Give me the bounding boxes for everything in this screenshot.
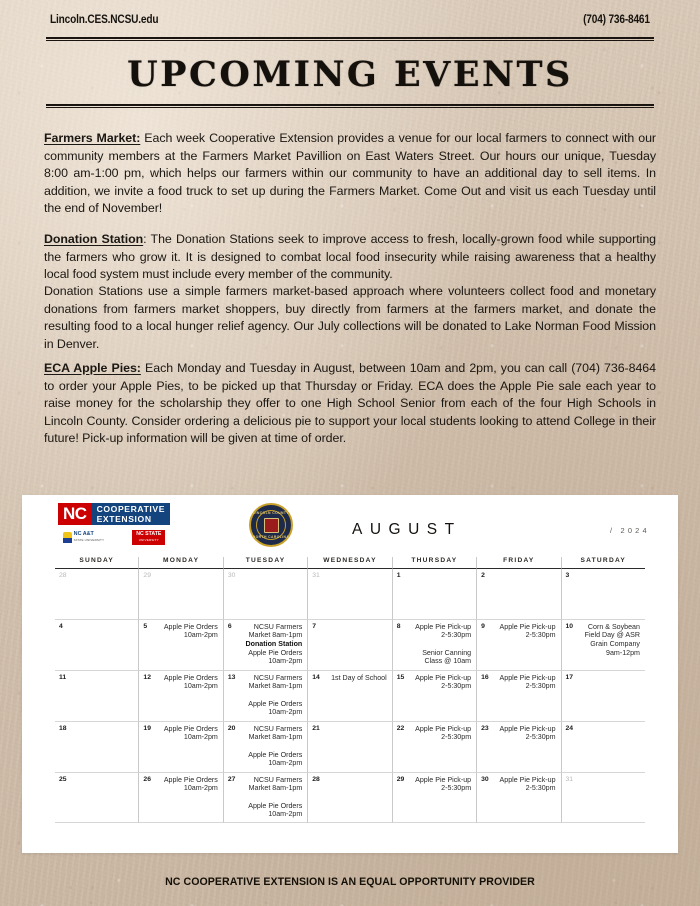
calendar-day-cell[interactable] xyxy=(476,721,560,772)
calendar-day-number: 29 xyxy=(143,572,151,579)
nc-cooperative-extension-logo xyxy=(58,503,170,545)
calendar-day-number: 24 xyxy=(565,725,574,732)
calendar-event-spacer xyxy=(239,793,302,802)
calendar-event-line: 10am-2pm xyxy=(183,733,218,742)
calendar-day-number: 3 xyxy=(565,572,570,579)
paragraph-body-eca-apple-pies: Each Monday and Tuesday in August, between 10am and 2pm, you can call (704) 736-8464 to order your Apple Pies, to be picked up that Thursday or Friday. ECA does the Apple Pie sale each year to raise money for the scholarship they offer to one High School Senior from each of the four High Schools in Lincoln County. Consider ordering a delicious pie to support your local students looking to attend College in their future! Pick-up information will be given at time of order. xyxy=(44,361,656,446)
calendar-weekday-header xyxy=(55,557,645,568)
calendar-day-cell[interactable] xyxy=(392,568,476,619)
calendar-day-events xyxy=(239,622,302,666)
calendar-day-number: 19 xyxy=(143,725,151,732)
calendar-day-number: 22 xyxy=(396,725,405,732)
calendar-event-spacer xyxy=(239,742,302,751)
calendar-day-number: 1 xyxy=(396,572,401,579)
calendar-header xyxy=(22,495,678,557)
partner-logos xyxy=(63,530,166,545)
calendar-event-line: Senior Canning xyxy=(422,648,472,657)
nc-logo-word-extension: EXTENSION xyxy=(96,513,152,524)
paragraph-lead-eca-apple-pies: ECA Apple Pies: xyxy=(44,361,141,375)
calendar-day-number: 31 xyxy=(312,572,320,579)
calendar-event-line: 9am-12pm xyxy=(606,648,640,657)
paragraph-lead-donation-station: Donation Station xyxy=(44,232,144,246)
calendar-event-line: 10am-2pm xyxy=(183,784,218,793)
calendar-day-number: 15 xyxy=(396,674,405,681)
seal-bottom-text: NORTH CAROLINA xyxy=(252,535,290,539)
calendar-day-cell[interactable] xyxy=(561,619,645,670)
header-contact-bar xyxy=(50,14,650,26)
calendar-day-events xyxy=(492,673,555,691)
calendar-day-number: 8 xyxy=(396,623,401,630)
calendar-day-cell[interactable] xyxy=(138,721,222,772)
calendar-weekday-friday: FRIDAY xyxy=(476,557,560,568)
nc-logo-mark: NC xyxy=(58,503,92,525)
calendar-day-cell[interactable] xyxy=(307,568,391,619)
paragraph-body-donation-station: : The Donation Stations seek to improve access to fresh, locally-grown food while supporting the farmers who grow it. It is designed to combat local food insecurity while raising awareness that a healthy local food system must include every member of the community. xyxy=(44,232,656,282)
calendar-week-row xyxy=(55,619,645,670)
calendar-day-number: 11 xyxy=(59,674,67,681)
calendar-event-line: Apple Pie Orders xyxy=(163,724,218,733)
calendar-day-number: 10 xyxy=(565,623,574,630)
calendar-day-events xyxy=(154,673,217,691)
calendar-day-events xyxy=(154,724,217,742)
calendar-weekday-sunday: SUNDAY xyxy=(79,557,115,564)
seal-top-text: LINCOLN COUNTY xyxy=(253,511,289,515)
calendar-day-number: 5 xyxy=(143,623,148,630)
calendar-event-line: 2-5:30pm xyxy=(441,682,472,691)
calendar-event-spacer xyxy=(408,640,471,649)
calendar-day-number: 17 xyxy=(565,674,574,681)
calendar-weekday-monday: MONDAY xyxy=(138,557,222,568)
calendar-event-spacer xyxy=(239,691,302,700)
calendar-day-number: 20 xyxy=(227,725,236,732)
calendar-day-cell[interactable] xyxy=(307,619,391,670)
calendar-day-number: 26 xyxy=(143,776,151,783)
calendar-day-number: 9 xyxy=(481,623,485,630)
calendar-day-number: 30 xyxy=(481,776,489,783)
calendar-day-events xyxy=(239,775,302,819)
calendar-week-row xyxy=(55,568,645,619)
nc-logo-lockup xyxy=(58,503,170,525)
nc-at-logo xyxy=(63,532,105,543)
calendar-day-cell[interactable] xyxy=(476,568,560,619)
calendar-card xyxy=(22,495,678,853)
calendar-week-row xyxy=(55,670,645,721)
calendar-day-events xyxy=(154,775,217,793)
calendar-event-line: Apple Pie Orders xyxy=(248,648,303,657)
calendar-day-number: 6 xyxy=(227,623,232,630)
nc-logo-wordmark xyxy=(92,503,171,525)
calendar-day-cell[interactable] xyxy=(307,670,391,721)
paragraph-body-donation-station-detail: Donation Stations use a simple farmers market-based approach where volunteers collect food and monetary donations from farmers market shoppers, buy directly from farmers at the farmers market, and donate the resulting food to a local hunger relief agency. Our July collections will be donated to Lake Norman Food Mission in Denver. xyxy=(44,284,656,351)
nc-logo-word-cooperative: COOPERATIVE xyxy=(96,504,166,515)
calendar-day-events xyxy=(239,673,302,717)
calendar-event-line: Apple Pie Pick-up xyxy=(499,673,556,682)
calendar-day-events xyxy=(154,622,217,640)
calendar-day-cell[interactable] xyxy=(138,568,222,619)
calendar-weekday-saturday: SATURDAY xyxy=(561,557,645,568)
nc-at-wordmark xyxy=(74,532,105,543)
calendar-day-cell[interactable] xyxy=(476,670,560,721)
calendar-day-number: 16 xyxy=(481,674,489,681)
calendar-event-line: Grain Company xyxy=(590,639,640,648)
calendar-event-line: Class @ 10am xyxy=(424,657,472,666)
calendar-day-events xyxy=(408,673,471,691)
calendar-event-line: Market 8am-1pm xyxy=(248,631,303,640)
calendar-week-row xyxy=(55,772,645,823)
calendar-day-cell[interactable] xyxy=(476,619,560,670)
calendar-day-number: 18 xyxy=(59,725,67,732)
calendar-day-cell[interactable] xyxy=(138,670,222,721)
calendar-day-number: 27 xyxy=(227,776,236,783)
calendar-day-cell[interactable] xyxy=(223,619,307,670)
calendar-event-line: 2-5:30pm xyxy=(525,733,556,742)
website-link[interactable]: Lincoln.CES.NCSU.edu xyxy=(50,14,159,26)
calendar-day-cell[interactable] xyxy=(561,721,645,772)
calendar-event-line: 10am-2pm xyxy=(183,682,218,691)
calendar-day-events xyxy=(408,622,471,666)
calendar-event-line: Apple Pie Pick-up xyxy=(415,673,472,682)
calendar-grid xyxy=(55,557,645,823)
calendar-event-line: Market 8am-1pm xyxy=(248,784,303,793)
calendar-event-line: Apple Pie Pick-up xyxy=(415,775,472,784)
header-divider-bottom xyxy=(46,104,654,108)
aggie-bulldog-icon xyxy=(63,532,72,543)
calendar-day-number: 21 xyxy=(312,725,320,732)
calendar-day-number: 30 xyxy=(227,572,236,579)
calendar-event-line: 2-5:30pm xyxy=(525,784,556,793)
lincoln-county-seal-icon xyxy=(249,503,293,547)
calendar-day-cell[interactable] xyxy=(223,568,307,619)
calendar-day-number: 2 xyxy=(481,572,485,579)
calendar-day-cell[interactable] xyxy=(55,670,138,721)
calendar-event-line: Apple Pie Orders xyxy=(163,673,218,682)
calendar-event-line: Market 8am-1pm xyxy=(248,733,303,742)
calendar-day-cell[interactable] xyxy=(223,772,307,823)
calendar-event-line: Apple Pie Pick-up xyxy=(499,724,556,733)
calendar-weeks xyxy=(55,568,645,823)
calendar-event-line: Apple Pie Pick-up xyxy=(415,622,472,631)
calendar-event-line: Apple Pie Orders xyxy=(248,699,303,708)
calendar-day-cell[interactable] xyxy=(223,670,307,721)
calendar-day-number: 31 xyxy=(565,776,574,783)
calendar-day-cell[interactable] xyxy=(307,772,391,823)
nc-state-subtitle: UNIVERSITY xyxy=(138,537,159,542)
calendar-day-cell[interactable] xyxy=(55,619,138,670)
nc-at-name: NC A&T xyxy=(73,531,94,537)
calendar-day-cell[interactable] xyxy=(392,721,476,772)
calendar-day-number: 4 xyxy=(59,623,63,630)
calendar-day-events xyxy=(492,622,555,640)
calendar-event-line: Apple Pie Orders xyxy=(163,622,218,631)
calendar-day-events xyxy=(408,775,471,793)
calendar-event-line: Field Day @ ASR xyxy=(584,631,640,640)
calendar-event-line: 1st Day of School xyxy=(331,673,387,682)
calendar-day-number: 12 xyxy=(143,674,151,681)
calendar-day-cell[interactable] xyxy=(476,772,560,823)
calendar-day-events xyxy=(577,622,640,657)
calendar-day-events xyxy=(408,724,471,742)
calendar-day-cell[interactable] xyxy=(392,619,476,670)
calendar-event-line: Corn & Soybean xyxy=(587,622,640,631)
nc-state-name: NC STATE xyxy=(136,531,162,537)
calendar-event-line: 2-5:30pm xyxy=(525,631,556,640)
calendar-day-number: 7 xyxy=(312,623,317,630)
calendar-day-cell[interactable] xyxy=(561,670,645,721)
calendar-day-number: 13 xyxy=(227,674,236,681)
calendar-day-events xyxy=(239,724,302,768)
paragraph-farmers-market xyxy=(44,130,656,218)
paragraph-eca-apple-pies xyxy=(44,360,656,448)
header-divider-top xyxy=(46,37,654,41)
calendar-day-cell[interactable] xyxy=(561,568,645,619)
calendar-event-line: 10am-2pm xyxy=(268,759,303,768)
equal-opportunity-footer: NC COOPERATIVE EXTENSION IS AN EQUAL OPPORTUNITY PROVIDER xyxy=(165,876,535,888)
calendar-day-number: 28 xyxy=(59,572,67,579)
calendar-event-line: Apple Pie Orders xyxy=(248,801,303,810)
calendar-day-cell[interactable] xyxy=(55,568,138,619)
calendar-month-title: AUGUST xyxy=(352,521,462,538)
calendar-event-line: 2-5:30pm xyxy=(441,733,472,742)
calendar-day-cell[interactable] xyxy=(392,772,476,823)
paragraph-lead-farmers-market: Farmers Market: xyxy=(44,131,141,145)
calendar-event-line: NCSU Farmers xyxy=(253,622,303,631)
calendar-event-line: Apple Pie Orders xyxy=(163,775,218,784)
paragraph-donation-station xyxy=(44,231,656,284)
calendar-day-events xyxy=(492,775,555,793)
paragraph-body-farmers-market: Each week Cooperative Extension provides a venue for our local farmers to connect with our community members at the Farmers Market Pavillion on East Waters Street. Our hours our unique, Tuesday 8:00 am-1:00 pm, which helps our farmers within our community to have an additional day to sell items. In addition, we invite a food truck to set up during the Farmers Market. Come Out and visit us each Tuesday until the end of November! xyxy=(44,131,656,216)
calendar-day-cell[interactable] xyxy=(138,772,222,823)
calendar-event-line: 10am-2pm xyxy=(268,708,303,717)
calendar-weekday-thursday: THURSDAY xyxy=(392,557,476,568)
calendar-event-line: Market 8am-1pm xyxy=(248,682,303,691)
calendar-day-cell[interactable] xyxy=(223,721,307,772)
calendar-day-number: 23 xyxy=(481,725,489,732)
calendar-event-line: Apple Pie Pick-up xyxy=(499,622,556,631)
calendar-day-number: 28 xyxy=(312,776,320,783)
calendar-event-line: 10am-2pm xyxy=(183,631,218,640)
nc-at-subtitle: STATE UNIVERSITY xyxy=(73,537,105,542)
calendar-event-line: NCSU Farmers xyxy=(253,673,303,682)
calendar-day-cell[interactable] xyxy=(138,619,222,670)
calendar-event-line: NCSU Farmers xyxy=(253,724,303,733)
page-title: UPCOMING EVENTS xyxy=(127,54,573,95)
calendar-event-line: Apple Pie Pick-up xyxy=(415,724,472,733)
calendar-event-line: Apple Pie Orders xyxy=(248,750,303,759)
calendar-event-line: 10am-2pm xyxy=(268,810,303,819)
calendar-event-line: 10am-2pm xyxy=(268,657,303,666)
calendar-day-cell[interactable] xyxy=(307,721,391,772)
calendar-day-number: 14 xyxy=(312,674,320,681)
calendar-day-cell[interactable] xyxy=(561,772,645,823)
calendar-day-events xyxy=(492,724,555,742)
calendar-day-cell[interactable] xyxy=(55,721,138,772)
nc-state-logo xyxy=(132,530,165,545)
seal-crest-icon xyxy=(264,518,279,533)
calendar-event-line: Donation Station xyxy=(245,639,303,648)
calendar-event-line: 2-5:30pm xyxy=(441,631,472,640)
calendar-day-cell[interactable] xyxy=(55,772,138,823)
phone-number: (704) 736-8461 xyxy=(583,14,650,26)
calendar-weekday-wednesday: WEDNESDAY xyxy=(307,557,391,568)
calendar-day-number: 29 xyxy=(396,776,405,783)
calendar-weekday-tuesday: TUESDAY xyxy=(223,557,307,568)
calendar-week-row xyxy=(55,721,645,772)
paragraph-donation-station-detail xyxy=(44,283,656,353)
calendar-event-line: 2-5:30pm xyxy=(525,682,556,691)
calendar-day-events xyxy=(323,673,386,682)
calendar-day-number: 25 xyxy=(59,776,67,783)
calendar-event-line: 2-5:30pm xyxy=(441,784,472,793)
calendar-day-cell[interactable] xyxy=(392,670,476,721)
calendar-event-line: Apple Pie Pick-up xyxy=(499,775,556,784)
calendar-year: / 2024 xyxy=(610,526,650,535)
calendar-event-line: NCSU Farmers xyxy=(253,775,303,784)
